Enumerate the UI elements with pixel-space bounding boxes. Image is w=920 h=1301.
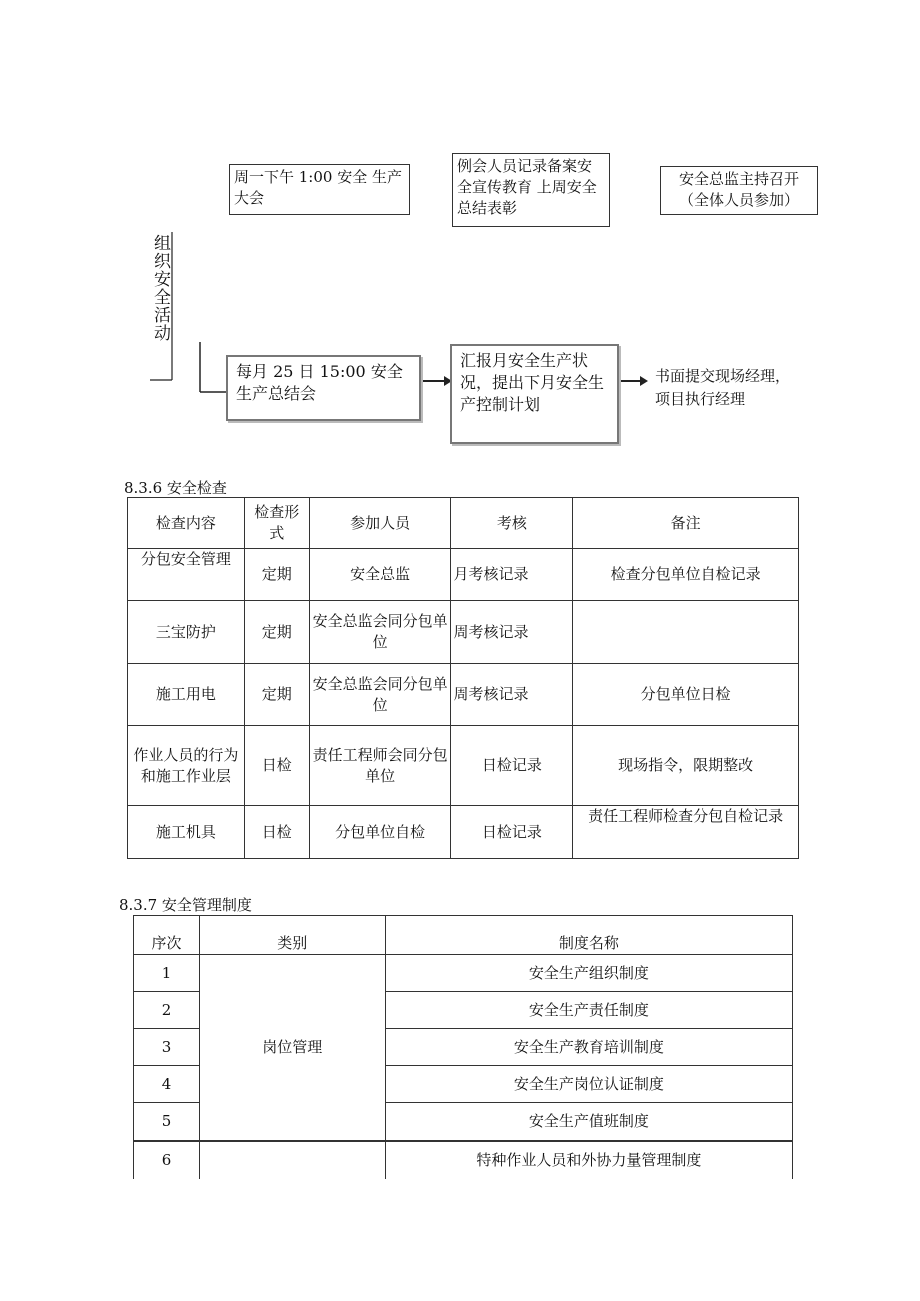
table-row xyxy=(134,955,793,992)
cell: 特种作业人员和外协力量管理制度 xyxy=(385,1141,792,1179)
cell: 月考核记录 xyxy=(451,549,573,601)
cell: 周考核记录 xyxy=(451,664,573,726)
rules-table xyxy=(133,915,793,1179)
header-form: 检查形式 xyxy=(244,498,309,549)
cell: 安全生产值班制度 xyxy=(385,1103,792,1141)
rules-title: 8.3.7 安全管理制度 xyxy=(119,896,252,914)
cell: 5 xyxy=(134,1103,200,1141)
table-row xyxy=(134,1141,793,1179)
inspection-header-row xyxy=(128,498,799,549)
monthly-meeting-box xyxy=(226,355,421,421)
cell: 施工机具 xyxy=(128,806,245,859)
cell: 分包单位自检 xyxy=(309,806,451,859)
table-row xyxy=(128,726,799,806)
cell: 安全总监会同分包单位 xyxy=(309,601,451,664)
cell: 安全生产教育培训制度 xyxy=(385,1029,792,1066)
inspection-table xyxy=(127,497,799,859)
cell: 日检记录 xyxy=(451,726,573,806)
cell: 现场指令，限期整改 xyxy=(573,726,799,806)
weekly-record-box xyxy=(452,153,610,227)
monthly-meeting-text: 每月 25 日 15:00 安全生产总结会 xyxy=(236,362,403,403)
organize-safety-label: 组织安全活动 xyxy=(150,234,170,342)
cell: 4 xyxy=(134,1066,200,1103)
cell: 日检 xyxy=(244,806,309,859)
cell: 周考核记录 xyxy=(451,601,573,664)
cell: 检查分包单位自检记录 xyxy=(573,549,799,601)
cell: 分包单位日检 xyxy=(573,664,799,726)
header-notes: 备注 xyxy=(573,498,799,549)
cell: 定期 xyxy=(244,601,309,664)
cell: 施工用电 xyxy=(128,664,245,726)
monthly-report-text: 汇报月安全生产状况，提出下月安全生产控制计划 xyxy=(460,351,605,414)
weekly-record-text: 例会人员记录备案安全宣传教育 上周安全总结表彰 xyxy=(457,157,597,217)
cell: 1 xyxy=(134,955,200,992)
cell: 三宝防护 xyxy=(128,601,245,664)
header-participants: 参加人员 xyxy=(309,498,451,549)
monthly-report-box xyxy=(450,344,619,444)
table-row xyxy=(128,549,799,601)
cell: 3 xyxy=(134,1029,200,1066)
table-row xyxy=(128,664,799,726)
weekly-host-text: 安全总监主持召开（全体人员参加） xyxy=(678,170,799,209)
cell: 安全生产组织制度 xyxy=(385,955,792,992)
header-content: 检查内容 xyxy=(128,498,245,549)
cell: 2 xyxy=(134,992,200,1029)
header-seq: 序次 xyxy=(134,916,200,955)
cell: 安全生产责任制度 xyxy=(385,992,792,1029)
rules-header-row xyxy=(134,916,793,955)
cell: 定期 xyxy=(244,664,309,726)
cell: 责任工程师检查分包自检记录 xyxy=(573,806,799,859)
cell: 安全总监 xyxy=(309,549,451,601)
weekly-meeting-text: 周一下午 1:00 安全 生产大会 xyxy=(234,168,402,207)
cell: 定期 xyxy=(244,549,309,601)
table-row xyxy=(128,601,799,664)
cell: 安全生产岗位认证制度 xyxy=(385,1066,792,1103)
cell: 作业人员的行为和施工作业层 xyxy=(128,726,245,806)
weekly-meeting-box xyxy=(229,164,410,215)
cell: 安全总监会同分包单位 xyxy=(309,664,451,726)
inspection-title: 8.3.6 安全检查 xyxy=(124,479,227,497)
cell: 日检记录 xyxy=(451,806,573,859)
monthly-submit-text: 书面提交现场经理，项目执行经理 xyxy=(655,367,791,408)
header-category: 类别 xyxy=(199,916,385,955)
header-assessment: 考核 xyxy=(451,498,573,549)
cell: 日检 xyxy=(244,726,309,806)
table-row xyxy=(128,806,799,859)
cell: 分包安全管理 xyxy=(128,549,245,601)
category-cell: 岗位管理 xyxy=(199,955,385,1141)
cell xyxy=(573,601,799,664)
cell: 6 xyxy=(134,1141,200,1179)
cell-empty xyxy=(199,1141,385,1179)
cell: 责任工程师会同分包单位 xyxy=(309,726,451,806)
header-rule-name: 制度名称 xyxy=(385,916,792,955)
weekly-host-box xyxy=(660,166,818,215)
